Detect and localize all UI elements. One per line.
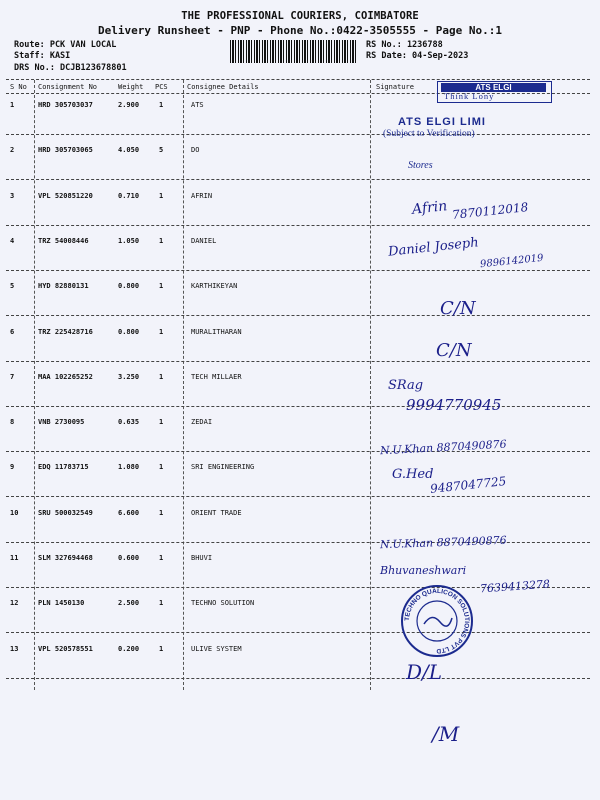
phone-row9: 9487047725: [429, 474, 507, 496]
signature-row7: SRag: [388, 378, 424, 393]
row-weight: 1.080: [118, 463, 140, 471]
row-consignee: MURALITHARAN: [191, 328, 242, 336]
signature-row10: N.U.Khan 8870490876: [379, 533, 507, 552]
route-label: Route: PCK VAN LOCAL: [14, 40, 117, 50]
row-consignee: ATS: [191, 101, 204, 109]
row-consignee: TECH MILLAER: [191, 373, 242, 381]
row-pcs: 1: [159, 101, 164, 109]
barcode-graphic: [230, 40, 358, 63]
signature-afrin: Afrin: [411, 198, 448, 218]
row-pcs: 1: [159, 328, 164, 336]
col-weight: Weight: [118, 83, 144, 91]
row-consignee: AFRIN: [191, 192, 213, 200]
row-pcs: 1: [159, 509, 164, 517]
company-seal: [400, 584, 474, 658]
row-sno: 13: [10, 645, 19, 653]
row-consignee: SRI ENGINEERING: [191, 463, 255, 471]
staff-label: Staff: KASI: [14, 51, 71, 61]
col-divider: [183, 80, 184, 690]
row-divider: [6, 225, 590, 226]
row-consignee: TECHNO SOLUTION: [191, 599, 255, 607]
row-consignee: KARTHIKEYAN: [191, 282, 238, 290]
row-consignment-no: MAA 102265252: [38, 373, 93, 381]
ats-logo-stamp: [437, 81, 552, 103]
col-divider: [370, 80, 371, 690]
row-pcs: 1: [159, 645, 164, 653]
row-weight: 0.200: [118, 645, 140, 653]
col-pcs: PCS: [155, 83, 168, 91]
row-weight: 0.635: [118, 418, 140, 426]
ats-elgi-stamp: ATS ELGI LIMI: [398, 116, 486, 128]
row-divider: [6, 361, 590, 362]
row-pcs: 1: [159, 282, 164, 290]
row-weight: 4.050: [118, 146, 140, 154]
row-divider: [6, 678, 590, 679]
row-weight: 0.800: [118, 328, 140, 336]
row-weight: 0.800: [118, 282, 140, 290]
row-consignment-no: EDQ 11783715: [38, 463, 89, 471]
row-pcs: 1: [159, 237, 164, 245]
rs-number: RS No.: 1236788: [366, 40, 443, 50]
row-sno: 8: [10, 418, 15, 426]
row-consignee: ZEDAI: [191, 418, 213, 426]
row-sno: 5: [10, 282, 15, 290]
row-consignee: ORIENT TRADE: [191, 509, 242, 517]
row-pcs: 1: [159, 192, 164, 200]
phone-daniel: 9896142019: [479, 252, 545, 271]
row-pcs: 1: [159, 418, 164, 426]
signature-daniel: Daniel Joseph: [387, 235, 480, 260]
row-consignment-no: HRD 305703037: [38, 101, 93, 109]
signature-row11: Bhuvaneshwari: [380, 564, 467, 577]
phone-row11: 7639413278: [479, 577, 551, 596]
signature-row13: D/L: [406, 660, 443, 684]
row-pcs: 1: [159, 373, 164, 381]
seal-text: TECHNO QUALICON SOLUTIONS PVT LTD: [403, 587, 471, 655]
row-sno: 1: [10, 101, 15, 109]
row-consignment-no: SLM 327694468: [38, 554, 93, 562]
row-weight: 6.600: [118, 509, 140, 517]
row-consignment-no: VNB 2730095: [38, 418, 85, 426]
stores-stamp: Stores: [408, 160, 433, 171]
phone-row7: 9994770945: [406, 396, 502, 414]
row-weight: 3.250: [118, 373, 140, 381]
phone-afrin: 7870112018: [451, 200, 529, 222]
row-sno: 10: [10, 509, 19, 517]
signature-row6: C/N: [436, 340, 472, 361]
row-divider: [6, 315, 590, 316]
bottom-mark: /M: [432, 722, 460, 746]
svg-text:TECHNO QUALICON SOLUTIONS PVT: [404, 588, 470, 654]
row-consignee: DANIEL: [191, 237, 217, 245]
row-pcs: 1: [159, 554, 164, 562]
row-consignee: DO: [191, 146, 200, 154]
row-consignment-no: VPL 520851220: [38, 192, 93, 200]
row-divider: [6, 179, 590, 180]
row-weight: 1.050: [118, 237, 140, 245]
row-divider: [6, 270, 590, 271]
row-consignment-no: HRD 305703065: [38, 146, 93, 154]
row-sno: 6: [10, 328, 15, 336]
ats-logo-box: ATS ELGI: [441, 83, 546, 92]
col-consignee: Consignee Details: [187, 83, 259, 91]
subject-verification-stamp: (Subject to Verification): [383, 129, 475, 139]
col-divider: [34, 80, 35, 690]
col-consignment: Consignment No: [38, 83, 98, 91]
row-divider: [6, 406, 590, 407]
row-weight: 2.900: [118, 101, 140, 109]
rs-date: RS Date: 04-Sep-2023: [366, 51, 469, 61]
runsheet-subtitle: Delivery Runsheet - PNP - Phone No.:0422-3505555 - Page No.:1: [98, 24, 502, 37]
row-consignee: ULIVE SYSTEM: [191, 645, 242, 653]
row-sno: 2: [10, 146, 15, 154]
row-divider: [6, 496, 590, 497]
row-pcs: 5: [159, 146, 164, 154]
row-pcs: 1: [159, 599, 164, 607]
row-weight: 0.600: [118, 554, 140, 562]
row-consignment-no: HYD 82880131: [38, 282, 89, 290]
col-signature: Signature: [376, 83, 414, 91]
row-consignment-no: PLN 1450130: [38, 599, 85, 607]
header-rule-top: [6, 79, 590, 80]
row-divider: [6, 134, 590, 135]
row-weight: 2.500: [118, 599, 140, 607]
row-sno: 11: [10, 554, 19, 562]
row-sno: 9: [10, 463, 15, 471]
row-consignee: BHUVI: [191, 554, 213, 562]
row-divider: [6, 632, 590, 633]
row-divider: [6, 451, 590, 452]
signature-row9: G.Hed: [392, 467, 434, 482]
signature-row5: C/N: [440, 298, 476, 319]
row-sno: 12: [10, 599, 19, 607]
row-consignment-no: VPL 520578551: [38, 645, 93, 653]
row-consignment-no: SRU 500032549: [38, 509, 93, 517]
company-title: THE PROFESSIONAL COURIERS, COIMBATORE: [181, 10, 419, 22]
row-weight: 0.710: [118, 192, 140, 200]
row-sno: 7: [10, 373, 15, 381]
drs-number: DRS No.: DCJB123678801: [14, 63, 127, 73]
row-sno: 3: [10, 192, 15, 200]
ats-tagline: Think Lony: [444, 91, 495, 101]
signature-row8: N.U.Khan 8870490876: [379, 437, 507, 458]
row-pcs: 1: [159, 463, 164, 471]
col-sno: S No: [10, 83, 27, 91]
row-sno: 4: [10, 237, 15, 245]
row-consignment-no: TRZ 54008446: [38, 237, 89, 245]
row-consignment-no: TRZ 225428716: [38, 328, 93, 336]
